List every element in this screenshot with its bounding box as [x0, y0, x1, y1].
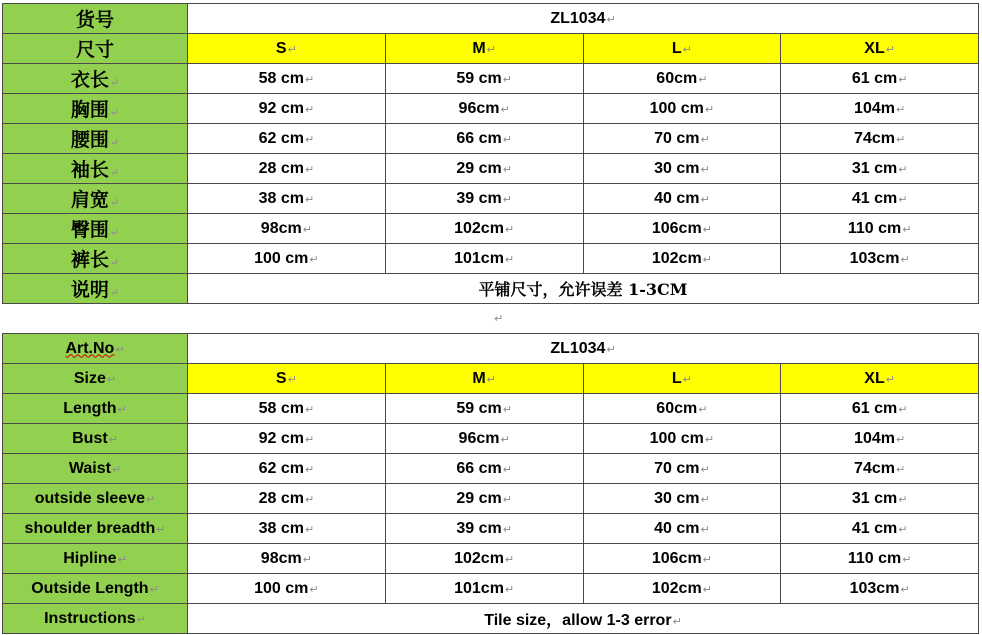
measurement-cell: 98cm↵ — [188, 214, 386, 244]
measurement-row — [3, 574, 979, 604]
measurement-cell: 106cm↵ — [583, 544, 781, 574]
measurement-cell: 29 cm↵ — [385, 154, 583, 184]
size-cell: XL↵ — [781, 364, 979, 394]
measurement-label: 肩宽↵ — [3, 184, 188, 214]
measurement-row — [3, 244, 979, 274]
size-label: Size↵ — [3, 364, 188, 394]
note-row — [3, 274, 979, 304]
measurement-label: Outside Length↵ — [3, 574, 188, 604]
measurement-cell: 61 cm↵ — [781, 394, 979, 424]
measurement-row — [3, 124, 979, 154]
measurement-cell: 38 cm↵ — [188, 184, 386, 214]
measurement-cell: 92 cm↵ — [188, 424, 386, 454]
measurement-cell: 39 cm↵ — [385, 184, 583, 214]
measurement-cell: 110 cm↵ — [781, 214, 979, 244]
measurement-cell: 38 cm↵ — [188, 514, 386, 544]
measurement-label: 裤长↵ — [3, 244, 188, 274]
note-text: 平铺尺寸，允许误差 1-3CM — [188, 274, 979, 304]
measurement-cell: 110 cm↵ — [781, 544, 979, 574]
measurement-label: 袖长↵ — [3, 154, 188, 184]
measurement-label: Hipline↵ — [3, 544, 188, 574]
measurement-label: shoulder breadth↵ — [3, 514, 188, 544]
measurement-cell: 92 cm↵ — [188, 94, 386, 124]
measurement-cell: 104m↵ — [781, 94, 979, 124]
measurement-label: 臀围↵ — [3, 214, 188, 244]
size-row — [3, 34, 979, 64]
measurement-cell: 60cm↵ — [583, 64, 781, 94]
size-table-chinese — [2, 3, 979, 304]
measurement-cell: 30 cm↵ — [583, 154, 781, 184]
measurement-row — [3, 424, 979, 454]
measurement-cell: 31 cm↵ — [781, 154, 979, 184]
note-text: Tile size，allow 1-3 error↵ — [188, 604, 979, 634]
measurement-cell: 62 cm↵ — [188, 124, 386, 154]
note-row — [3, 604, 979, 634]
measurement-cell: 106cm↵ — [583, 214, 781, 244]
measurement-cell: 62 cm↵ — [188, 454, 386, 484]
measurement-cell: 58 cm↵ — [188, 64, 386, 94]
article-number-label: 货号 — [3, 4, 188, 34]
measurement-label: outside sleeve↵ — [3, 484, 188, 514]
size-cell: L↵ — [583, 364, 781, 394]
measurement-row — [3, 214, 979, 244]
measurement-row — [3, 514, 979, 544]
header-row — [3, 334, 979, 364]
measurement-cell: 29 cm↵ — [385, 484, 583, 514]
article-number-value: ZL1034↵ — [188, 4, 979, 34]
measurement-row — [3, 544, 979, 574]
measurement-cell: 100 cm↵ — [583, 424, 781, 454]
size-label: 尺寸 — [3, 34, 188, 64]
measurement-row — [3, 64, 979, 94]
note-label: Instructions↵ — [3, 604, 188, 634]
measurement-cell: 40 cm↵ — [583, 514, 781, 544]
measurement-row — [3, 454, 979, 484]
size-cell: M↵ — [385, 34, 583, 64]
measurement-cell: 102cm↵ — [583, 574, 781, 604]
measurement-cell: 66 cm↵ — [385, 124, 583, 154]
size-cell: L↵ — [583, 34, 781, 64]
measurement-cell: 103cm↵ — [781, 244, 979, 274]
measurement-cell: 61 cm↵ — [781, 64, 979, 94]
measurement-row — [3, 94, 979, 124]
measurement-label: Length↵ — [3, 394, 188, 424]
size-table-english — [2, 333, 979, 634]
article-number-label: Art.No↵ — [3, 334, 188, 364]
measurement-cell: 100 cm↵ — [188, 244, 386, 274]
header-row — [3, 4, 979, 34]
measurement-cell: 100 cm↵ — [583, 94, 781, 124]
measurement-cell: 59 cm↵ — [385, 394, 583, 424]
article-number-value: ZL1034↵ — [188, 334, 979, 364]
measurement-cell: 101cm↵ — [385, 574, 583, 604]
size-row — [3, 364, 979, 394]
measurement-cell: 101cm↵ — [385, 244, 583, 274]
measurement-cell: 96cm↵ — [385, 424, 583, 454]
measurement-cell: 98cm↵ — [188, 544, 386, 574]
measurement-label: 胸围↵ — [3, 94, 188, 124]
measurement-cell: 102cm↵ — [385, 214, 583, 244]
size-cell: M↵ — [385, 364, 583, 394]
measurement-cell: 96cm↵ — [385, 94, 583, 124]
measurement-cell: 58 cm↵ — [188, 394, 386, 424]
measurement-cell: 100 cm↵ — [188, 574, 386, 604]
measurement-cell: 59 cm↵ — [385, 64, 583, 94]
measurement-label: Waist↵ — [3, 454, 188, 484]
measurement-label: 腰围↵ — [3, 124, 188, 154]
measurement-cell: 28 cm↵ — [188, 484, 386, 514]
size-cell: S↵ — [188, 364, 386, 394]
measurement-cell: 28 cm↵ — [188, 154, 386, 184]
measurement-cell: 74cm↵ — [781, 454, 979, 484]
measurement-cell: 70 cm↵ — [583, 124, 781, 154]
measurement-cell: 31 cm↵ — [781, 484, 979, 514]
measurement-cell: 39 cm↵ — [385, 514, 583, 544]
measurement-cell: 30 cm↵ — [583, 484, 781, 514]
measurement-cell: 74cm↵ — [781, 124, 979, 154]
measurement-cell: 104m↵ — [781, 424, 979, 454]
note-label: 说明↵ — [3, 274, 188, 304]
measurement-label: 衣长↵ — [3, 64, 188, 94]
measurement-cell: 41 cm↵ — [781, 184, 979, 214]
measurement-cell: 66 cm↵ — [385, 454, 583, 484]
measurement-label: Bust↵ — [3, 424, 188, 454]
paragraph-mark: ↵ — [494, 313, 504, 325]
measurement-cell: 103cm↵ — [781, 574, 979, 604]
measurement-cell: 60cm↵ — [583, 394, 781, 424]
measurement-row — [3, 394, 979, 424]
measurement-cell: 102cm↵ — [583, 244, 781, 274]
size-cell: XL↵ — [781, 34, 979, 64]
measurement-cell: 102cm↵ — [385, 544, 583, 574]
measurement-row — [3, 184, 979, 214]
measurement-cell: 70 cm↵ — [583, 454, 781, 484]
measurement-cell: 41 cm↵ — [781, 514, 979, 544]
measurement-row — [3, 154, 979, 184]
size-cell: S↵ — [188, 34, 386, 64]
measurement-row — [3, 484, 979, 514]
measurement-cell: 40 cm↵ — [583, 184, 781, 214]
